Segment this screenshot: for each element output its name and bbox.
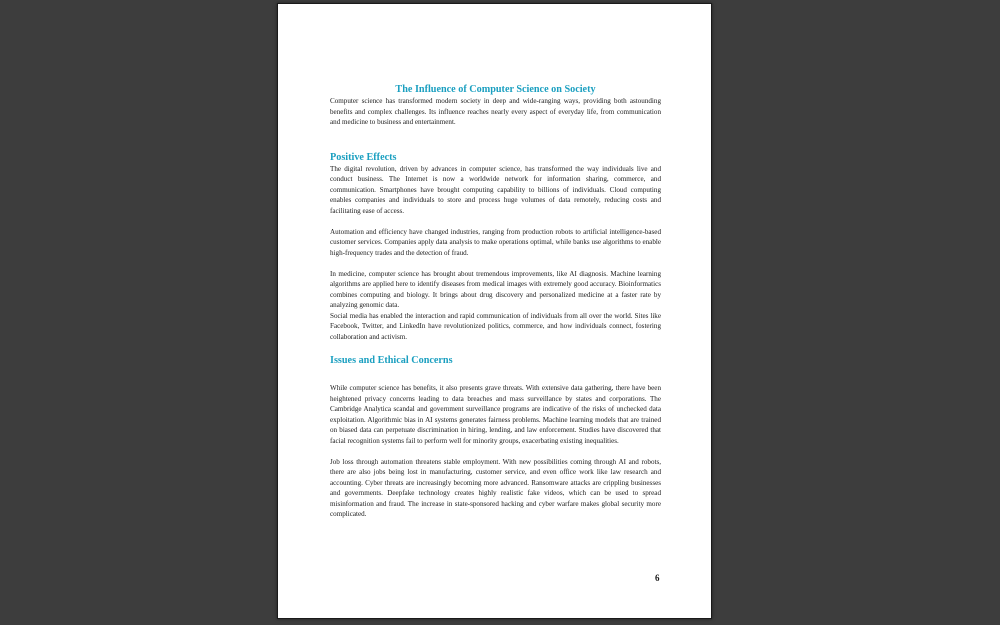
positive-effects-paragraph-3: In medicine, computer science has brought about tremendous improvements, like AI diagnosis. Machine learning algorithms are applied here to identify diseases from medical images with extremely good accuracy. Bioinformatics combines computing and biology. It brings about drug discovery and personalized medicine at a faster rate by analyzing genomic data. [330, 269, 661, 309]
positive-effects-paragraph-2: Automation and efficiency have changed industries, ranging from production robots to artificial intelligence-based customer services. Companies apply data analysis to make operations optimal, while banks use algorithms to enable high-frequency trades and the detection of fraud. [330, 227, 661, 257]
document-title: The Influence of Computer Science on Society [395, 84, 596, 95]
section-heading-positive-effects: Positive Effects [330, 151, 397, 163]
positive-effects-paragraph-1: The digital revolution, driven by advances in computer science, has transformed the way individuals live and conduct business. The Internet is now a worldwide network for information sharing, commerce, and communication. Smartphones have brought computing capability to billions of individuals. Cloud computing enables companies and individuals to store and process huge volumes of data remotely, reducing costs and facilitating ease of access. [330, 164, 661, 215]
issues-paragraph-2: Job loss through automation threatens stable employment. With new possibilities coming through AI and robots, there are also jobs being lost in manufacturing, customer service, and even office work like law research and accounting. Cyber threats are increasingly becoming more advanced. Ransomware attacks are crippling businesses and governments. Deepfake technology creates highly realistic fake videos, which can be used to spread misinformation and fraud. The increase in state-sponsored hacking and cyber warfare makes global security more complicated. [330, 457, 661, 518]
intro-paragraph: Computer science has transformed modern society in deep and wide-ranging ways, providing both astounding benefits and complex challenges. Its influence reaches nearly every aspect of everyday life, from communication and medicine to business and entertainment. [330, 97, 661, 126]
issues-paragraph-1: While computer science has benefits, it also presents grave threats. With extensive data gathering, there have been heightened privacy concerns leading to data breaches and mass surveillance by states and corporations. The Cambridge Analytica scandal and government surveillance programs are indicative of the risks of unchecked data exploitation. Algorithmic bias in AI systems generates fairness problems. Machine learning models that are trained on biased data can perpetuate discrimination in hiring, lending, and law enforcement. Studies have discovered that facial recognition systems fail to perform well for minority groups, exacerbating existing inequalities. [330, 384, 661, 445]
section-heading-issues: Issues and Ethical Concerns [330, 355, 453, 366]
document-page [277, 3, 712, 619]
page-content [330, 84, 661, 520]
positive-effects-paragraph-4: Social media has enabled the interaction and rapid communication of individuals from all over the world. Sites like Facebook, Twitter, and LinkedIn have revolutionized politics, commerce, and how individuals connect, fostering collaboration and activism. [330, 311, 661, 341]
page-number: 6 [655, 573, 660, 583]
